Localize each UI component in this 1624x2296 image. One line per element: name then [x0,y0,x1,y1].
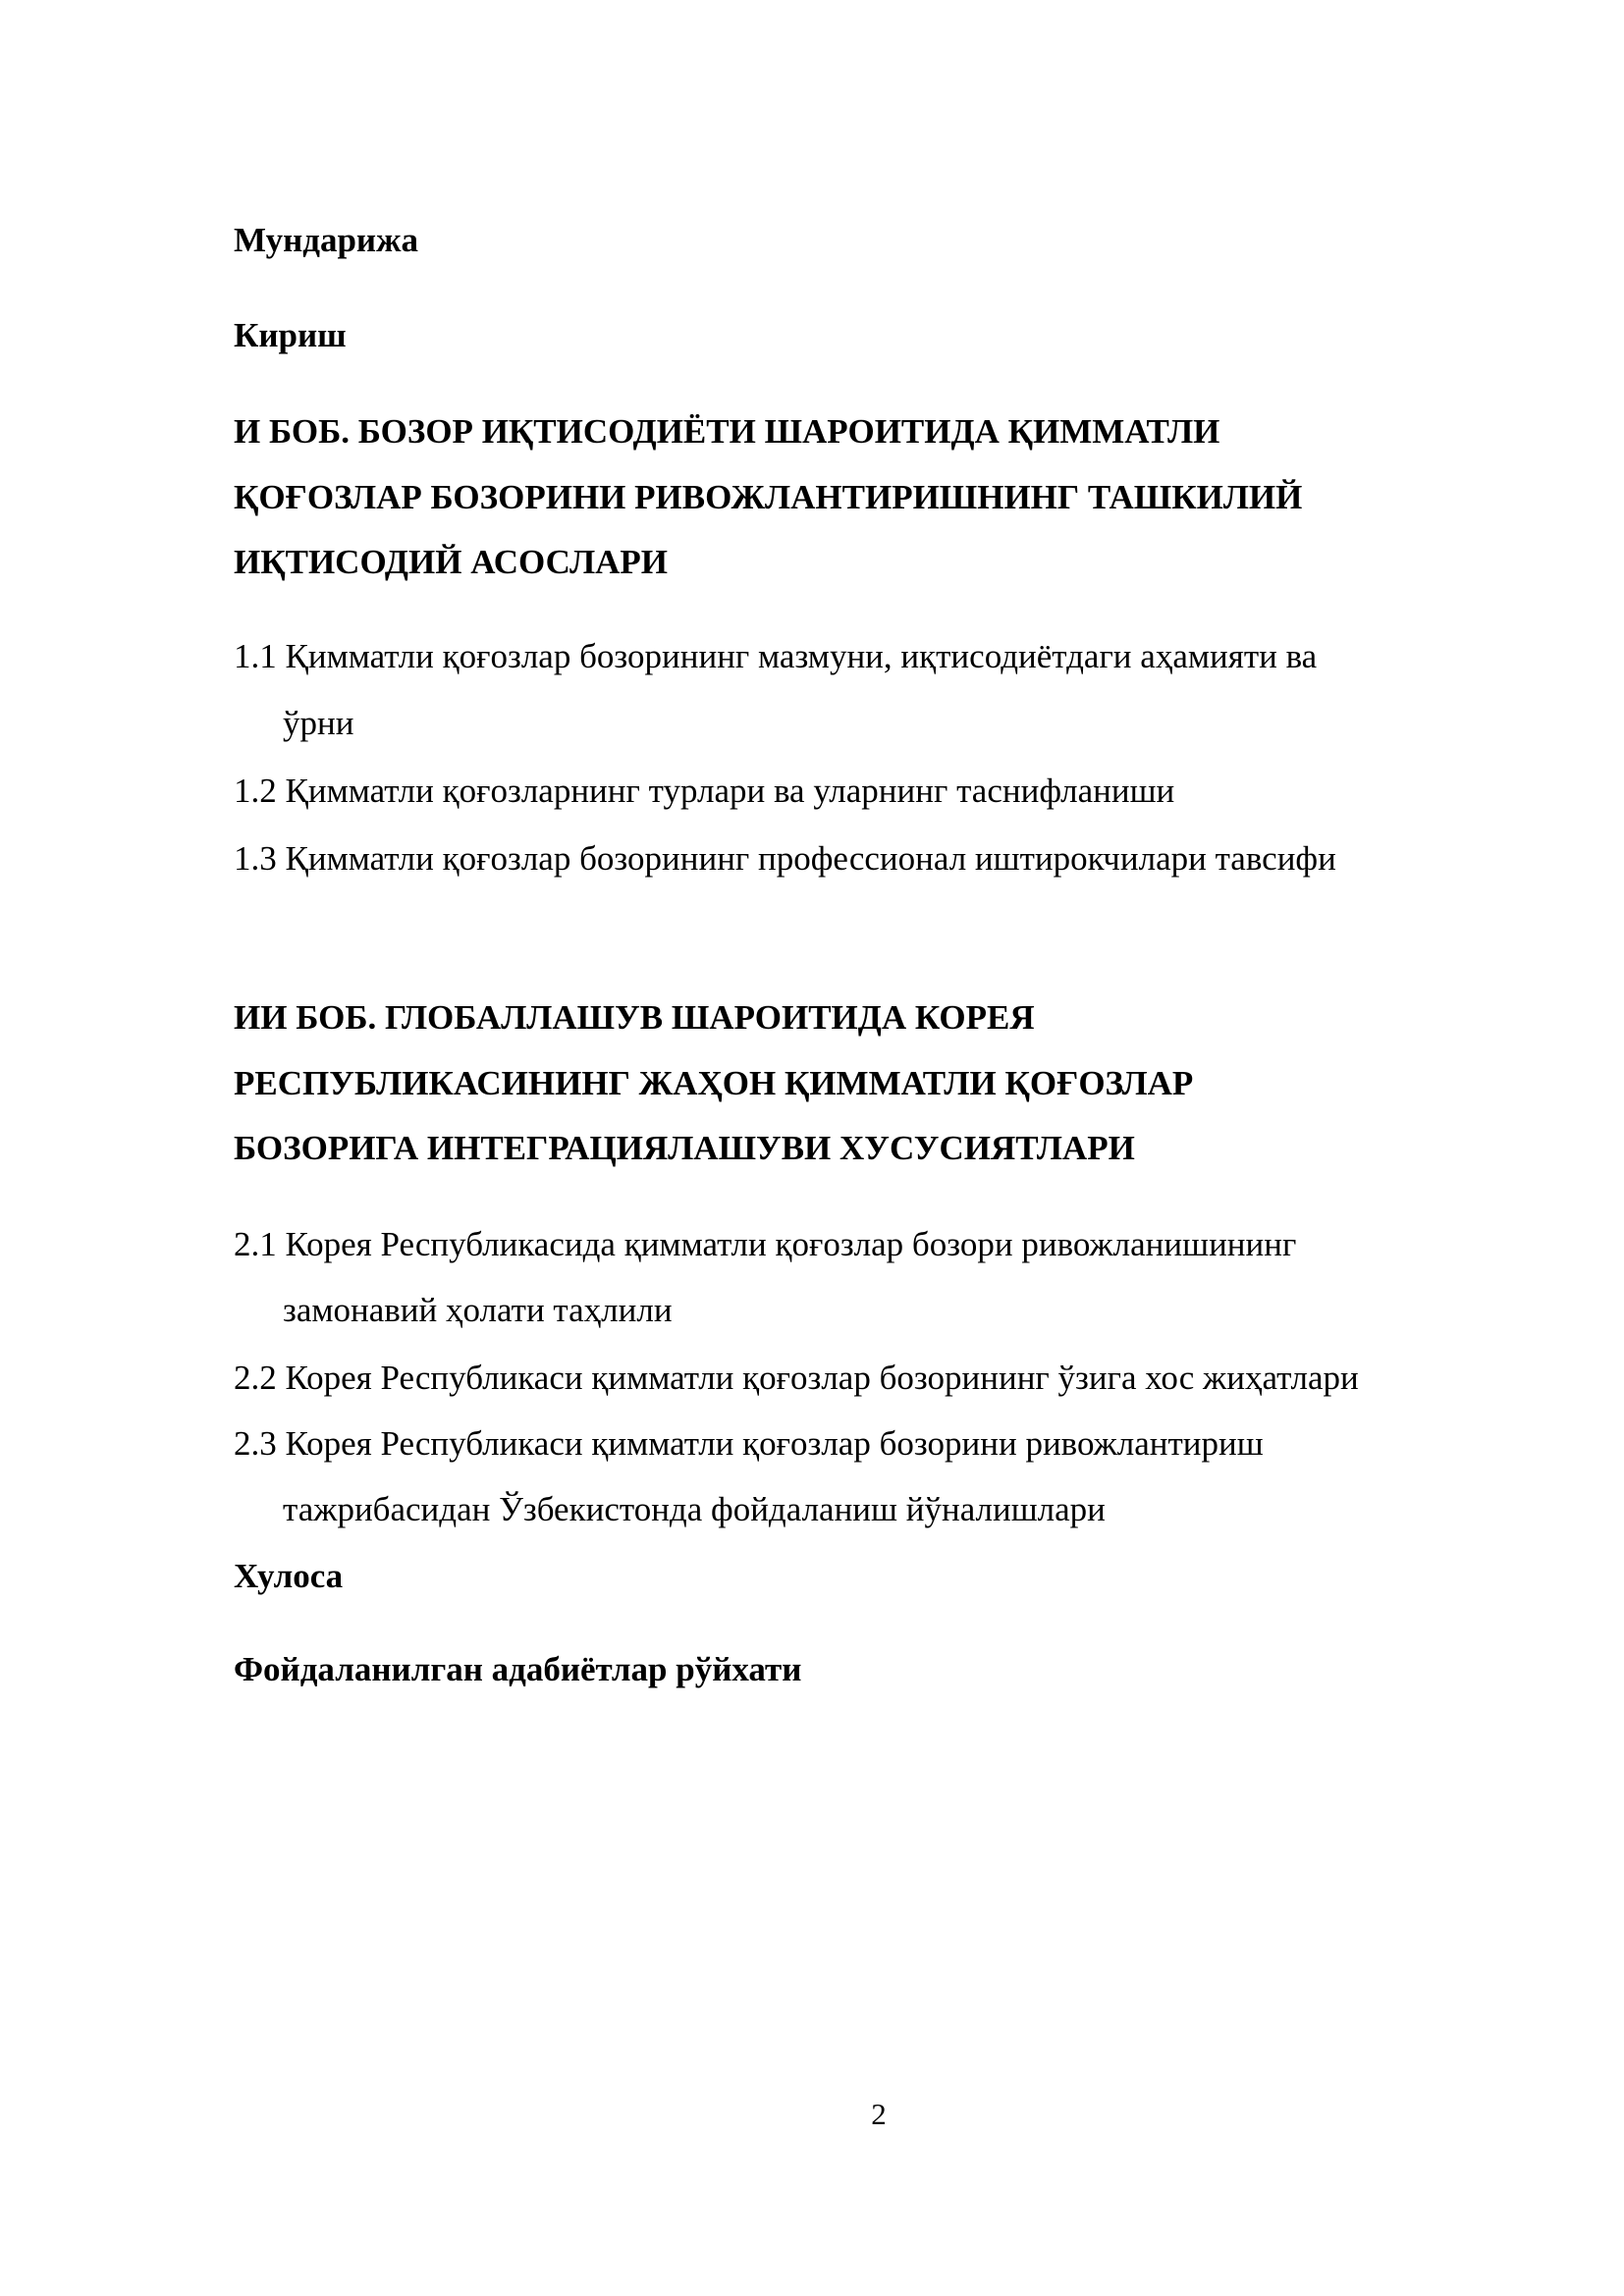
toc-entry-1-2: 1.2 Қимматли қоғозларнинг турлари ва уларнинг таснифланиши [234,772,1175,810]
toc-entry-conclusion: Хулоса [234,1557,344,1595]
toc-title: Мундарижа [234,221,418,259]
page-number: 2 [871,2097,887,2131]
toc-entry-2-3: 2.3 Корея Республикаси қимматли қоғозлар бозорини ривожлантириш [234,1424,1264,1463]
toc-entry-2-1: 2.1 Корея Республикасида қимматли қоғозлар бозори ривожланишининг [234,1225,1297,1263]
chapter-2-heading-line: БОЗОРИГА ИНТЕГРАЦИЯЛАШУВИ ХУСУСИЯТЛАРИ [234,1129,1135,1167]
toc-entry-2-1-continued: замонавий ҳолати таҳлили [283,1291,673,1329]
toc-entry-1-1-continued: ўрни [283,704,354,742]
toc-entry-2-3-continued: тажрибасидан Ўзбекистонда фойдаланиш йўналишлари [283,1490,1106,1528]
toc-entry-2-2: 2.2 Корея Республикаси қимматли қоғозлар бозорининг ўзига хос жиҳатлари [234,1359,1359,1397]
chapter-2-heading-line: ИИ БОБ. ГЛОБАЛЛАШУВ ШАРОИТИДА КОРЕЯ [234,998,1035,1037]
toc-entry-1-3: 1.3 Қимматли қоғозлар бозорининг профессионал иштирокчилари тавсифи [234,839,1336,878]
toc-entry-references: Фойдаланилган адабиётлар рўйхати [234,1650,802,1688]
toc-entry-introduction: Кириш [234,316,347,354]
chapter-1-heading-line: ИҚТИСОДИЙ АСОСЛАРИ [234,543,669,581]
toc-entry-1-1: 1.1 Қимматли қоғозлар бозорининг мазмуни, иқтисодиётдаги аҳамияти ва [234,637,1318,675]
chapter-2-heading-line: РЕСПУБЛИКАСИНИНГ ЖАҲОН ҚИММАТЛИ ҚОҒОЗЛАР [234,1064,1194,1102]
chapter-1-heading-line: ҚОҒОЗЛАР БОЗОРИНИ РИВОЖЛАНТИРИШНИНГ ТАШКИЛИЙ [234,478,1303,516]
chapter-1-heading-line: И БОБ. БОЗОР ИҚТИСОДИЁТИ ШАРОИТИДА ҚИММАТЛИ [234,412,1220,451]
